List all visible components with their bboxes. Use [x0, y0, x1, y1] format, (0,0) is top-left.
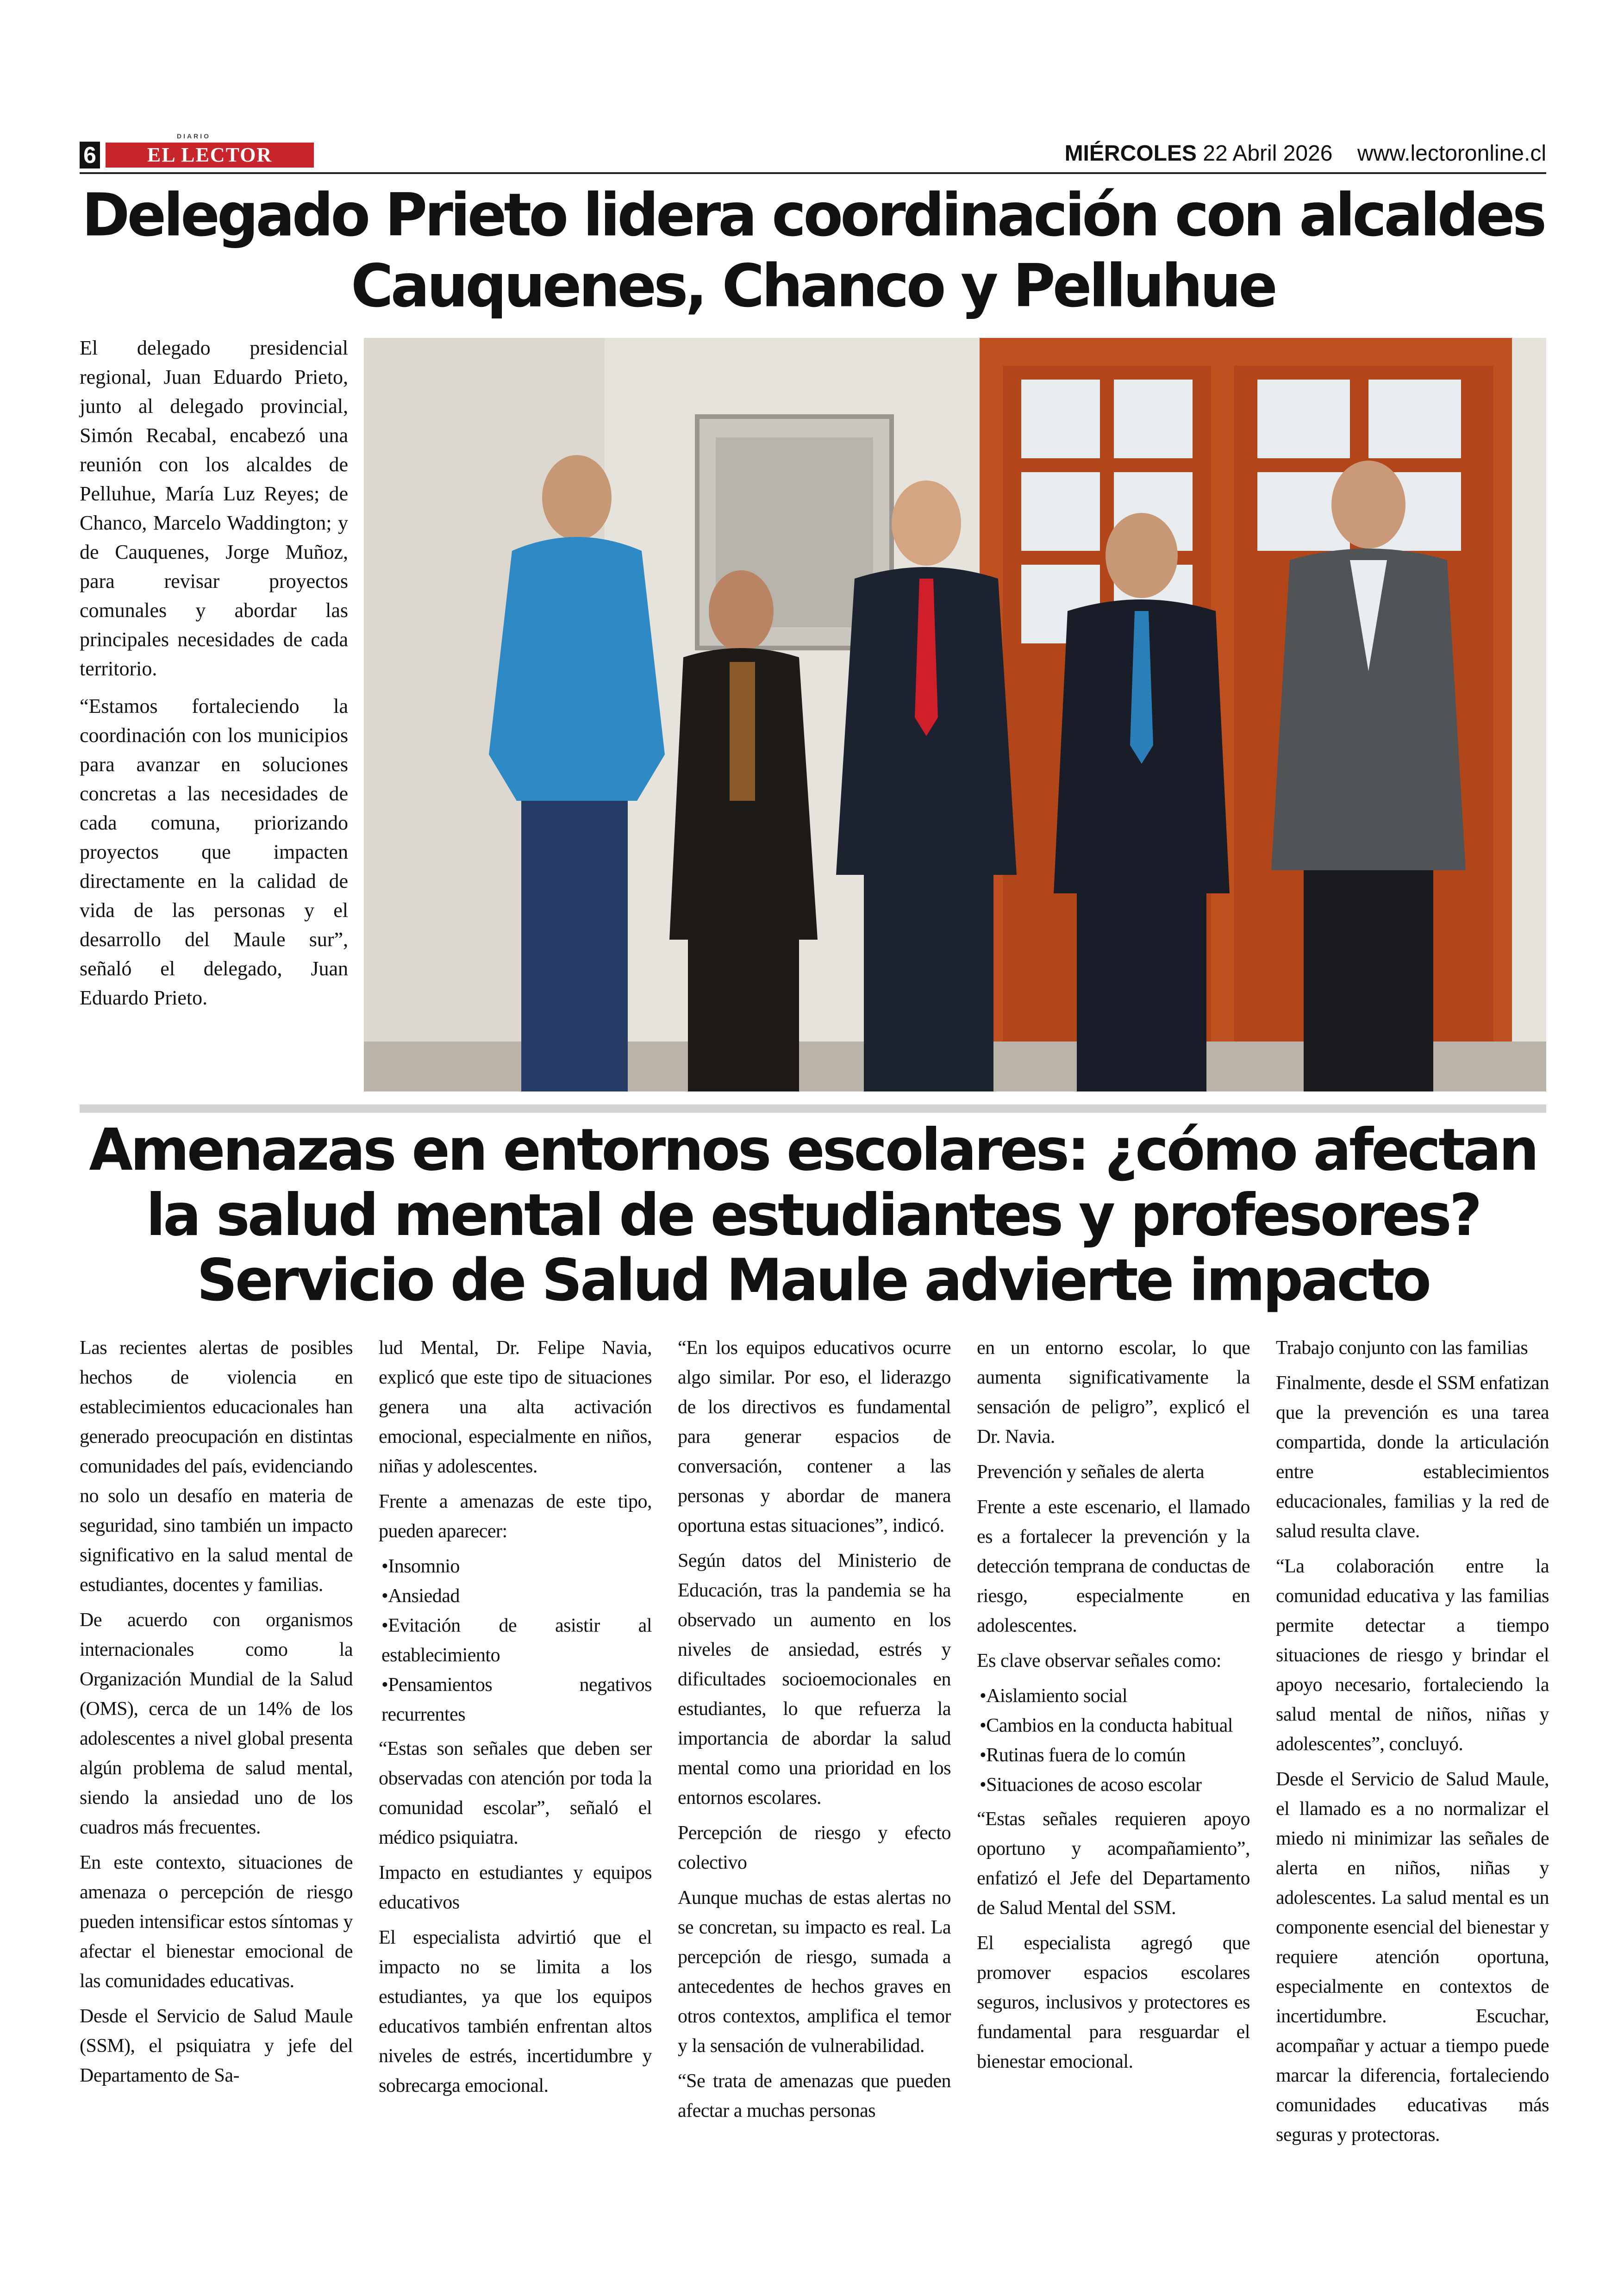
- article2-paragraph: “Se trata de amenazas que pueden afectar a muchas personas: [678, 2070, 951, 2121]
- article2-subheading: Prevención y señales de alerta: [977, 1461, 1205, 1483]
- group-photo-illustration: [364, 338, 1546, 1091]
- symptom-list: [379, 1552, 652, 1729]
- article1-headline: Delegado Prieto lidera coordinación con alcaldes Cauquenes, Chanco y Pelluhue: [81, 181, 1544, 320]
- article2-paragraph: Desde el Servicio de Salud Maule (SSM), el psiquiatra y jefe del Departamento de Sa-: [80, 2006, 353, 2086]
- page-number: 6: [80, 142, 100, 168]
- article2-headline: Amenazas en entornos escolares: ¿cómo afectan la salud mental de estudiantes y profesores? Servicio de Salud Maule advierte impacto: [89, 1116, 1537, 1314]
- article2-column-3: [678, 1333, 951, 2131]
- list-item: • Aislamiento social: [977, 1681, 1250, 1711]
- article2-paragraph: Frente a amenazas de este tipo, pueden aparecer:: [379, 1491, 652, 1542]
- article2-paragraph: Desde el Servicio de Salud Maule, el llamado es a no normalizar el miedo ni minimizar las señales de alerta en niños, niñas y adolescentes. La salud mental es un componente esencial del bienestar y requiere atención oportuna, especialmente en contextos de incertidumbre. Escuchar, acompañar y actuar a tiempo puede marcar la diferencia, fortaleciendo comunidades educativas más seguras y protectoras.: [1276, 1769, 1549, 2145]
- article2-subheading: Percepción de riesgo y efecto colectivo: [678, 1822, 951, 1873]
- article2-paragraph: “La colaboración entre la comunidad educativa y las familias permite detectar a tiempo situaciones de riesgo y brindar el apoyo necesario, fortaleciendo la salud mental de niños, niñas y adolescentes”, concluyó.: [1276, 1556, 1549, 1755]
- list-item: • Ansiedad: [379, 1581, 652, 1611]
- article2-paragraph: Finalmente, desde el SSM enfatizan que la prevención es una tarea compartida, donde la articulación entre establecimientos educacionales, familias y la red de salud resulta clave.: [1276, 1372, 1549, 1542]
- list-item: • Insomnio: [379, 1552, 652, 1581]
- publication-name: EL LECTOR: [147, 143, 273, 166]
- article2-paragraph: Las recientes alertas de posibles hechos de violencia en establecimientos educacionales han generado preocupación en distintas comunidades del país, evidenciando no solo un desafío en materia de seguridad, sino también un impacto significativo en la salud mental de estudiantes, docentes y familias.: [80, 1337, 353, 1596]
- article2-subheading: Trabajo conjunto con las familias: [1276, 1337, 1528, 1359]
- weekday: MIÉRCOLES: [1064, 141, 1197, 166]
- warning-signs-list: [977, 1681, 1250, 1800]
- section-divider: [80, 1104, 1546, 1113]
- article2-paragraph: En este contexto, situaciones de amenaza o percepción de riesgo pueden intensificar estos síntomas y afectar el bienestar emocional de las comunidades educativas.: [80, 1852, 353, 1992]
- article1-paragraph: “Estamos fortaleciendo la coordinación con los municipios para avanzar en soluciones concretas a las necesidades de cada comuna, priorizando proyectos que impacten directamente en la calidad de vida de las personas y el desarrollo del Maule sur”, señaló el delegado, Juan Eduardo Prieto.: [80, 695, 348, 1009]
- article1-paragraph: El delegado presidencial regional, Juan Eduardo Prieto, junto al delegado provincial, Simón Recabal, encabezó una reunión con los alcaldes de Pelluhue, María Luz Reyes; de Chanco, Marcelo Waddington; y de Cauquenes, Jorge Muñoz, para revisar proyectos comunales y abordar las principales necesidades de cada territorio.: [80, 337, 348, 680]
- list-item: • Rutinas fuera de lo común: [977, 1740, 1250, 1770]
- article2-paragraph: “En los equipos educativos ocurre algo similar. Por eso, el liderazgo de los directivos es fundamental para generar espacios de conversación, contener a las personas y abordar de manera oportuna estas situaciones”, indicó.: [678, 1337, 951, 1536]
- header-rule: [80, 172, 1546, 174]
- article2-column-2: [379, 1333, 652, 2106]
- article2-paragraph: “Estas señales requieren apoyo oportuno y acompañamiento”, enfatizó el Jefe del Departamento de Salud Mental del SSM.: [977, 1809, 1250, 1919]
- publication-tag: DIARIO: [177, 132, 211, 140]
- website[interactable]: www.lectoronline.cl: [1357, 141, 1546, 166]
- article2-paragraph: Aunque muchas de estas alertas no se concretan, su impacto es real. La percepción de riesgo, sumada a antecedentes de hechos graves en otros contextos, amplifica el temor y la sensación de vulnerabilidad.: [678, 1887, 951, 2057]
- publication-logo: [106, 143, 314, 168]
- article2-paragraph: El especialista agregó que promover espacios escolares seguros, inclusivos y protectores es fundamental para resguardar el bienestar emocional.: [977, 1933, 1250, 2072]
- header-meta: [1065, 141, 1546, 166]
- article2-column-1: [80, 1333, 353, 2096]
- article2-subheading: Impacto en estudiantes y equipos educativos: [379, 1862, 652, 1913]
- article2-paragraph: “Estas son señales que deben ser observadas con atención por toda la comunidad escolar”, señaló el médico psiquiatra.: [379, 1738, 652, 1848]
- article2-column-5: [1276, 1333, 1549, 2155]
- date: 22 Abril 2026: [1203, 141, 1333, 166]
- article2-paragraph: Frente a este escenario, el llamado es a fortalecer la prevención y la detección temprana de conductas de riesgo, especialmente en adolescentes.: [977, 1497, 1250, 1636]
- page-header: [80, 132, 1546, 171]
- article2-paragraph: Es clave observar señales como:: [977, 1650, 1221, 1671]
- article2-paragraph: lud Mental, Dr. Felipe Navia, explicó que este tipo de situaciones genera una alta activación emocional, especialmente en niños, niñas y adolescentes.: [379, 1337, 652, 1477]
- article1-body: [80, 333, 348, 1021]
- list-item: • Cambios en la conducta habitual: [977, 1711, 1250, 1740]
- article2-paragraph: El especialista advirtió que el impacto no se limita a los estudiantes, ya que los equipos educativos también enfrentan altos niveles de estrés, incertidumbre y sobrecarga emocional.: [379, 1927, 652, 2096]
- article2-paragraph: Según datos del Ministerio de Educación, tras la pandemia se ha observado un aumento en los niveles de ansiedad, estrés y dificultades socioemocionales en estudiantes, lo que refuerza la importancia de abordar la salud mental como una prioridad en los entornos escolares.: [678, 1550, 951, 1809]
- list-item: • Evitación de asistir al establecimiento: [379, 1611, 652, 1670]
- list-item: • Pensamientos negativos recurrentes: [379, 1670, 652, 1729]
- article2-paragraph: en un entorno escolar, lo que aumenta significativamente la sensación de peligro”, explicó el Dr. Navia.: [977, 1337, 1250, 1447]
- list-item: • Situaciones de acoso escolar: [977, 1770, 1250, 1800]
- article2-paragraph: De acuerdo con organismos internacionales como la Organización Mundial de la Salud (OMS), cerca de un 14% de los adolescentes a nivel global presenta algún problema de salud mental, siendo la ansiedad uno de los cuadros más frecuentes.: [80, 1609, 353, 1838]
- article1-photo: [364, 338, 1546, 1091]
- article2-column-4: [977, 1333, 1250, 2082]
